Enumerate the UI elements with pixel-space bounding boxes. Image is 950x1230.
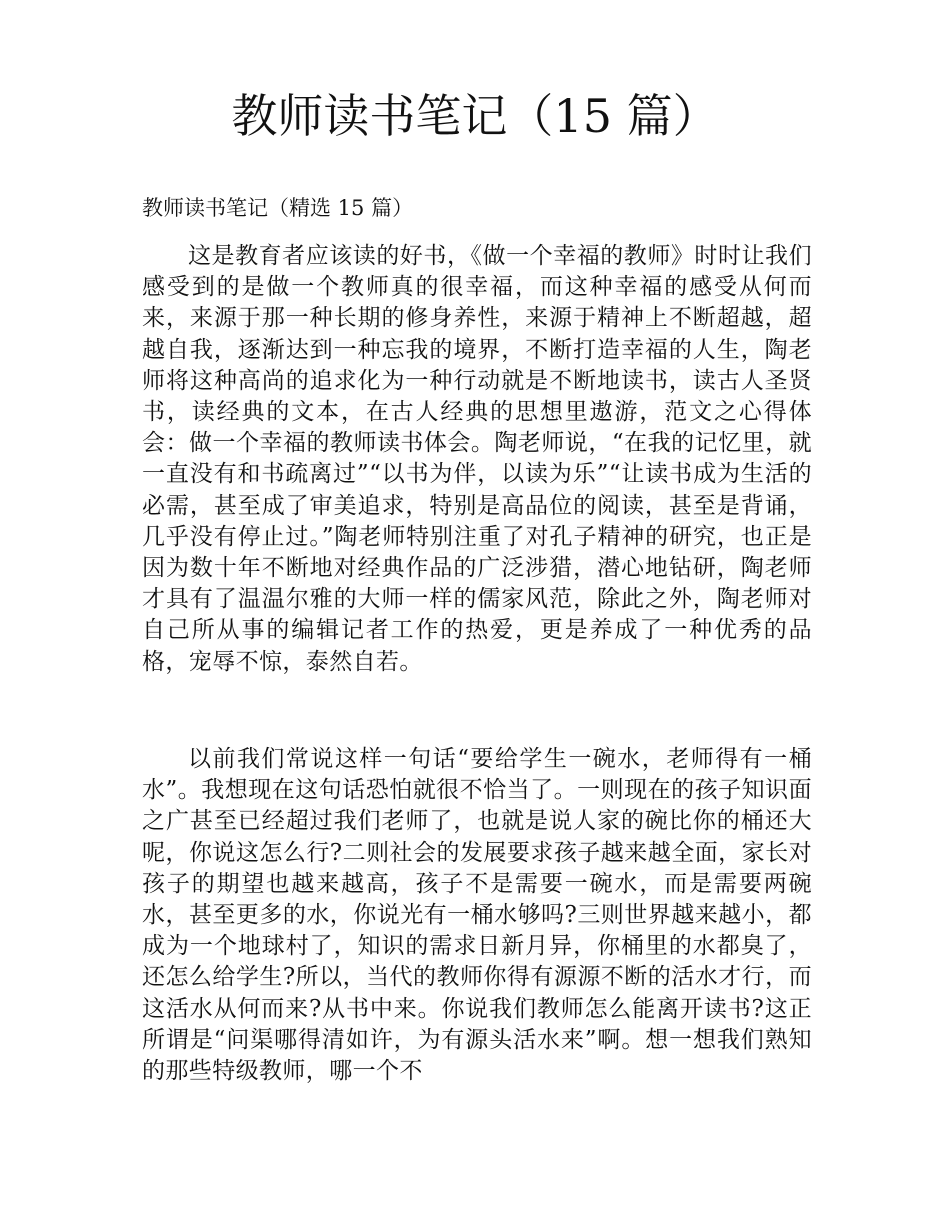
document-subtitle: 教师读书笔记（精选 15 篇）: [142, 196, 414, 220]
document-title: 教师读书笔记（15 篇）: [231, 89, 719, 143]
paragraph-2: 以前我们常说这样一句话“要给学生一碗水，老师得有一桶水”。我想现在这句话恐怕就很不恰当了。一则现在的孩子知识面之广甚至已经超过我们老师了，也就是说人家的碗比你的桶还大呢，你说这怎么行?二则社会的发展要求孩子越来越全面，家长对孩子的期望也越来越高，孩子不是需要一碗水，而是需要两碗水，甚至更多的水，你说光有一桶水够吗?三则世界越来越小，都成为一个地球村了，知识的需求日新月异，你桶里的水都臭了，还怎么给学生?所以，当代的教师你得有源源不断的活水才行，而这活水从何而来?从书中来。你说我们教师怎么能离开读书?这正所谓是“问渠哪得清如许，为有源头活水来”啊。想一想我们熟知的那些特级教师，哪一个不: [142, 746, 812, 1085]
paragraph-1: 这是教育者应该读的好书，《做一个幸福的教师》时时让我们感受到的是做一个教师真的很幸福，而这种幸福的感受从何而来，来源于那一种长期的修身养性，来源于精神上不断超越，超越自我，逐渐达到一种忘我的境界，不断打造幸福的人生，陶老师将这种高尚的追求化为一种行动就是不断地读书，读古人圣贤书，读经典的文本，在古人经典的思想里遨游，范文之心得体会：做一个幸福的教师读书体会。陶老师说，“在我的记忆里，就一直没有和书疏离过”“以书为伴，以读为乐”“让读书成为生活的必需，甚至成了审美追求，特别是高品位的阅读，甚至是背诵，几乎没有停止过。”陶老师特别注重了对孔子精神的研究，也正是因为数十年不断地对经典作品的广泛涉猎，潜心地钻研，陶老师才具有了温温尔雅的大师一样的儒家风范，除此之外，陶老师对自己所从事的编辑记者工作的热爱，更是养成了一种优秀的品格，宠辱不惊，泰然自若。: [142, 243, 812, 675]
